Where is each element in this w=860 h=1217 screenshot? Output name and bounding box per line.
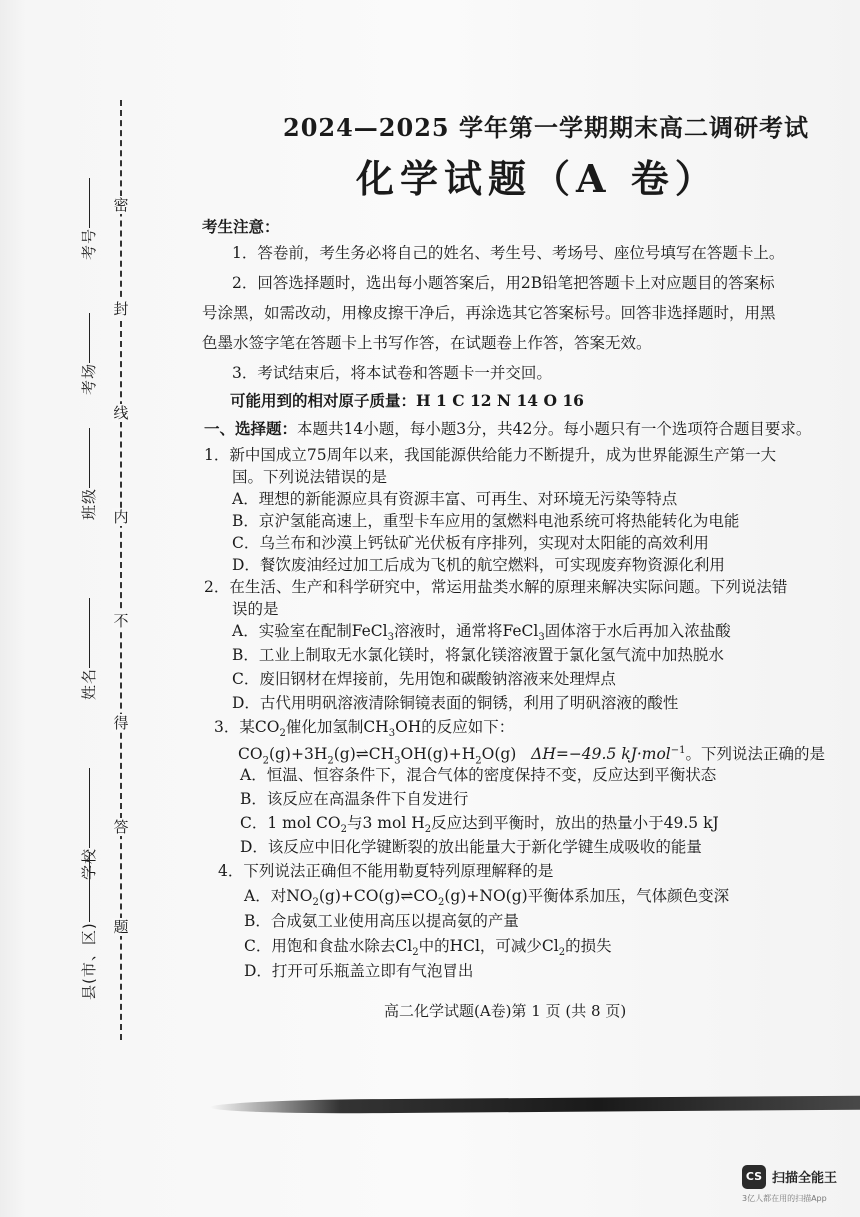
field-class[interactable]	[78, 428, 99, 520]
q3-option-d: D．该反应中旧化学键断裂的放出能量大于新化学键生成吸收的能量	[240, 838, 702, 856]
seal-char: 内	[113, 508, 129, 526]
seal-char: 得	[113, 714, 129, 732]
watermark-tagline: 3亿人都在用的扫描App	[742, 1194, 827, 1203]
binding-dashed-line	[120, 100, 122, 1040]
field-name[interactable]	[78, 598, 99, 700]
page-footer: 高二化学试题(A卷)第 1 页 (共 8 页)	[384, 1002, 627, 1020]
q1-option-c: C．乌兰布和沙漠上钙钛矿光伏板有序排列，实现对太阳能的高效利用	[232, 534, 709, 552]
watermark-name: 扫描全能王	[772, 1171, 838, 1186]
seal-char: 题	[113, 918, 129, 936]
q2-option-b: B．工业上制取无水氯化镁时，将氯化镁溶液置于氯化氢气流中加热脱水	[232, 646, 724, 664]
q4-option-d: D．打开可乐瓶盖立即有气泡冒出	[244, 962, 474, 980]
q3-option-b: B．该反应在高温条件下自发进行	[240, 790, 469, 808]
q3-option-c: C．1 mol $CO_2$与3 mol $H_2$反应达到平衡时，放出的热量小于49.5 kJ	[240, 814, 719, 836]
field-county[interactable]	[78, 852, 99, 1000]
subscript: 2	[412, 947, 419, 959]
seal-char: 密	[113, 196, 129, 214]
q4-c-text: 的损失	[565, 937, 612, 955]
q2-option-c: C．废旧钢材在焊接前，先用饱和碳酸钠溶液来处理焊点	[232, 670, 616, 688]
field-label: 考场	[80, 362, 98, 395]
field-label: 学校	[80, 847, 98, 880]
q4-option-a: A．对$NO_2(g)+CO(g)\rightleftharpoons CO_2(g)+NO(g)$平衡体系加压，气体颜色变深	[244, 887, 730, 909]
field-label: 班级	[80, 487, 98, 520]
section-heading	[204, 418, 811, 440]
seal-char: 封	[113, 300, 129, 318]
field-exam-room[interactable]	[78, 313, 99, 395]
q2-option-d: D．古代用明矾溶液清除铜镜表面的铜锈，利用了明矾溶液的酸性	[232, 694, 679, 712]
section-label: 一、选择题：	[204, 419, 298, 438]
q1-stem: 1．新中国成立75周年以来，我国能源供给能力不断提升，成为世界能源生产第一大	[204, 446, 777, 464]
q4-stem: 4．下列说法正确但不能用勒夏特列原理解释的是	[218, 862, 554, 880]
q3-stem: 3．某$CO_2$催化加氢制$CH_3OH$的反应如下：	[214, 718, 515, 740]
notice-heading: 考生注意：	[202, 217, 280, 236]
section-desc: 本题共14小题，每小题3分，共42分。每小题只有一个选项符合题目要求。	[297, 420, 812, 438]
q1-stem: 国。下列说法错误的是	[232, 468, 388, 486]
q2-stem: 误的是	[232, 600, 279, 618]
q2-stem: 2．在生活、生产和科学研究中，常运用盐类水解的原理来解决实际问题。下列说法错	[204, 578, 788, 596]
notice-line: 色墨水签字笔在答题卡上书写作答，在试题卷上作答，答案无效。	[202, 334, 652, 352]
q2-option-a: A．实验室在配制FeCl$_3$溶液时，通常将FeCl$_3$固体溶于水后再加入浓盐酸	[232, 622, 731, 644]
subject-title: 化学试题（A 卷）	[356, 156, 719, 201]
q4-option-b: B．合成氨工业使用高压以提高氨的产量	[244, 912, 519, 930]
field-exam-number[interactable]	[78, 178, 99, 260]
field-label: 姓名	[80, 667, 98, 700]
camscanner-logo-icon: CS	[742, 1165, 766, 1189]
q1-option-a: A．理想的新能源应具有资源丰富、可再生、对环境无污染等特点	[232, 490, 678, 508]
atomic-mass-line: 可能用到的相对原子质量：H 1 C 12 N 14 O 16	[230, 391, 584, 410]
notice-line: 1．答卷前，考生务必将自己的姓名、考生号、考场号、座位号填写在答题卡上。	[232, 244, 785, 262]
q1-option-b: B．京沪氢能高速上，重型卡车应用的氢燃料电池系统可将热能转化为电能	[232, 512, 740, 530]
q3-option-a: A．恒温、恒容条件下，混合气体的密度保持不变，反应达到平衡状态	[240, 766, 717, 784]
subscript: 2	[558, 947, 566, 959]
seal-char: 不	[113, 612, 129, 630]
page-edge-shadow	[210, 1096, 860, 1115]
seal-char: 答	[113, 818, 129, 836]
scanner-watermark	[742, 1163, 852, 1209]
notice-line: 号涂黑，如需改动，用橡皮擦干净后，再涂选其它答案标号。回答非选择题时，用黑	[202, 304, 776, 322]
notice-line: 2．回答选择题时，选出每小题答案后，用2B铅笔把答题卡上对应题目的答案标	[232, 274, 775, 292]
q1-option-d: D．餐饮废油经过加工后成为飞机的航空燃料，可实现废弃物资源化利用	[232, 556, 725, 574]
seal-char: 线	[113, 404, 129, 422]
exam-title: 2024—2025 学年第一学期期末高二调研考试	[283, 113, 809, 142]
q4-c-text: 中的HCl，可减少Cl	[418, 937, 559, 955]
notice-line: 3．考试结束后，将本试卷和答题卡一并交回。	[232, 364, 552, 382]
field-label: 县(市、区)	[80, 922, 98, 1000]
q3-equation: $CO_2(g)+3H_2(g)\rightleftharpoons CH_3OH(g)+H_2O(g)$ ΔH=−49.5 kJ·mol$^{-1}$。下列说法正确的是	[238, 745, 826, 767]
q4-c-text: C．用饱和食盐水除去Cl	[244, 937, 413, 955]
field-label: 考号	[80, 227, 98, 260]
